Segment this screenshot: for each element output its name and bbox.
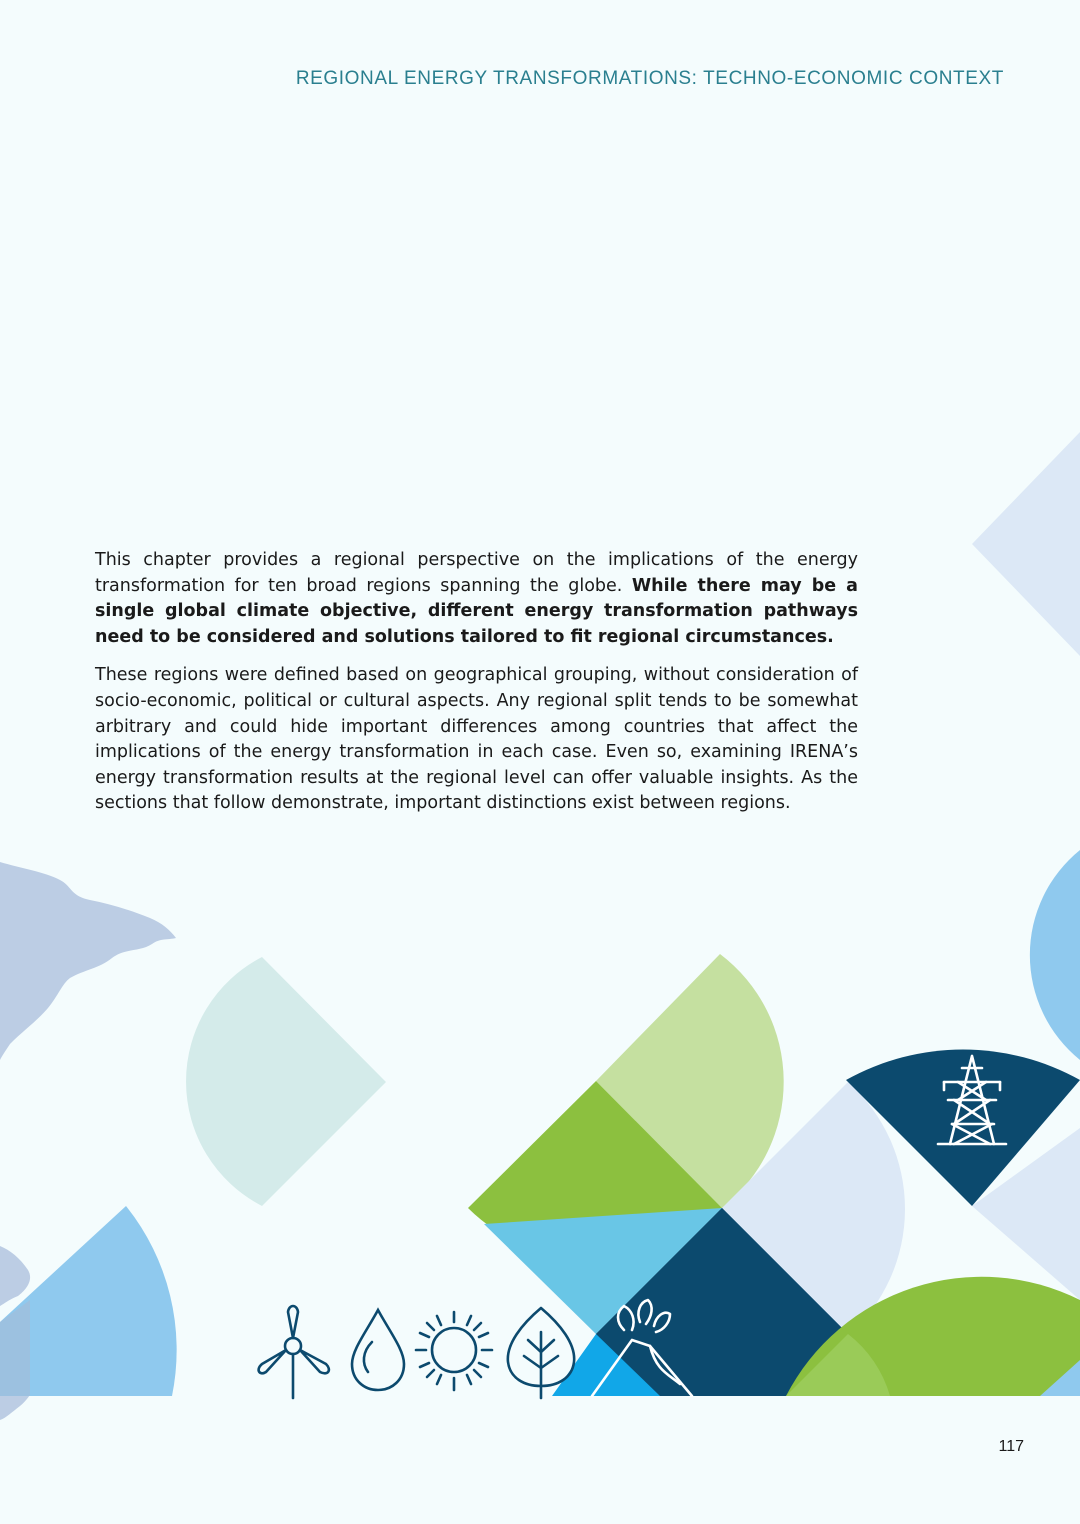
paragraph-regions: These regions were defined based on geographical grouping, without consideration of socio-economic, political or cultural aspects. Any regional split tends to be somewhat arbitrary and could hide important differences among countries that affect the implications of the energy transformation in each case. Even so, examining IRENA’s energy transformation results at the regional level can offer valuable insights. As the sections that follow demonstrate, important distinctions exist between regions. bbox=[95, 665, 858, 814]
decorative-teal-leaf bbox=[186, 957, 386, 1206]
decorative-diamond-top-right bbox=[972, 432, 1080, 656]
decorative-blue-arc-right bbox=[1030, 850, 1080, 1060]
paragraph-intro bbox=[95, 548, 858, 650]
decorative-blue-overlap-left bbox=[0, 1300, 30, 1396]
world-map-silhouette bbox=[0, 1246, 30, 1306]
wind-turbine-icon bbox=[259, 1306, 329, 1398]
intro-bold-text: While there may be a single global climate objective, different energy transformation pathways need to be considered and solutions tailored to fit regional circumstances. bbox=[95, 575, 858, 647]
water-drop-icon bbox=[352, 1310, 404, 1390]
world-map-silhouette bbox=[0, 862, 176, 1060]
body-text bbox=[95, 548, 858, 830]
page-number: 117 bbox=[998, 1438, 1024, 1455]
sun-icon bbox=[416, 1312, 492, 1390]
running-header: REGIONAL ENERGY TRANSFORMATIONS: TECHNO-ECONOMIC CONTEXT bbox=[295, 68, 1004, 89]
intro-text: This chapter provides a regional perspective on the implications of the energy transformation for ten broad regions spanning the globe. bbox=[95, 550, 858, 596]
